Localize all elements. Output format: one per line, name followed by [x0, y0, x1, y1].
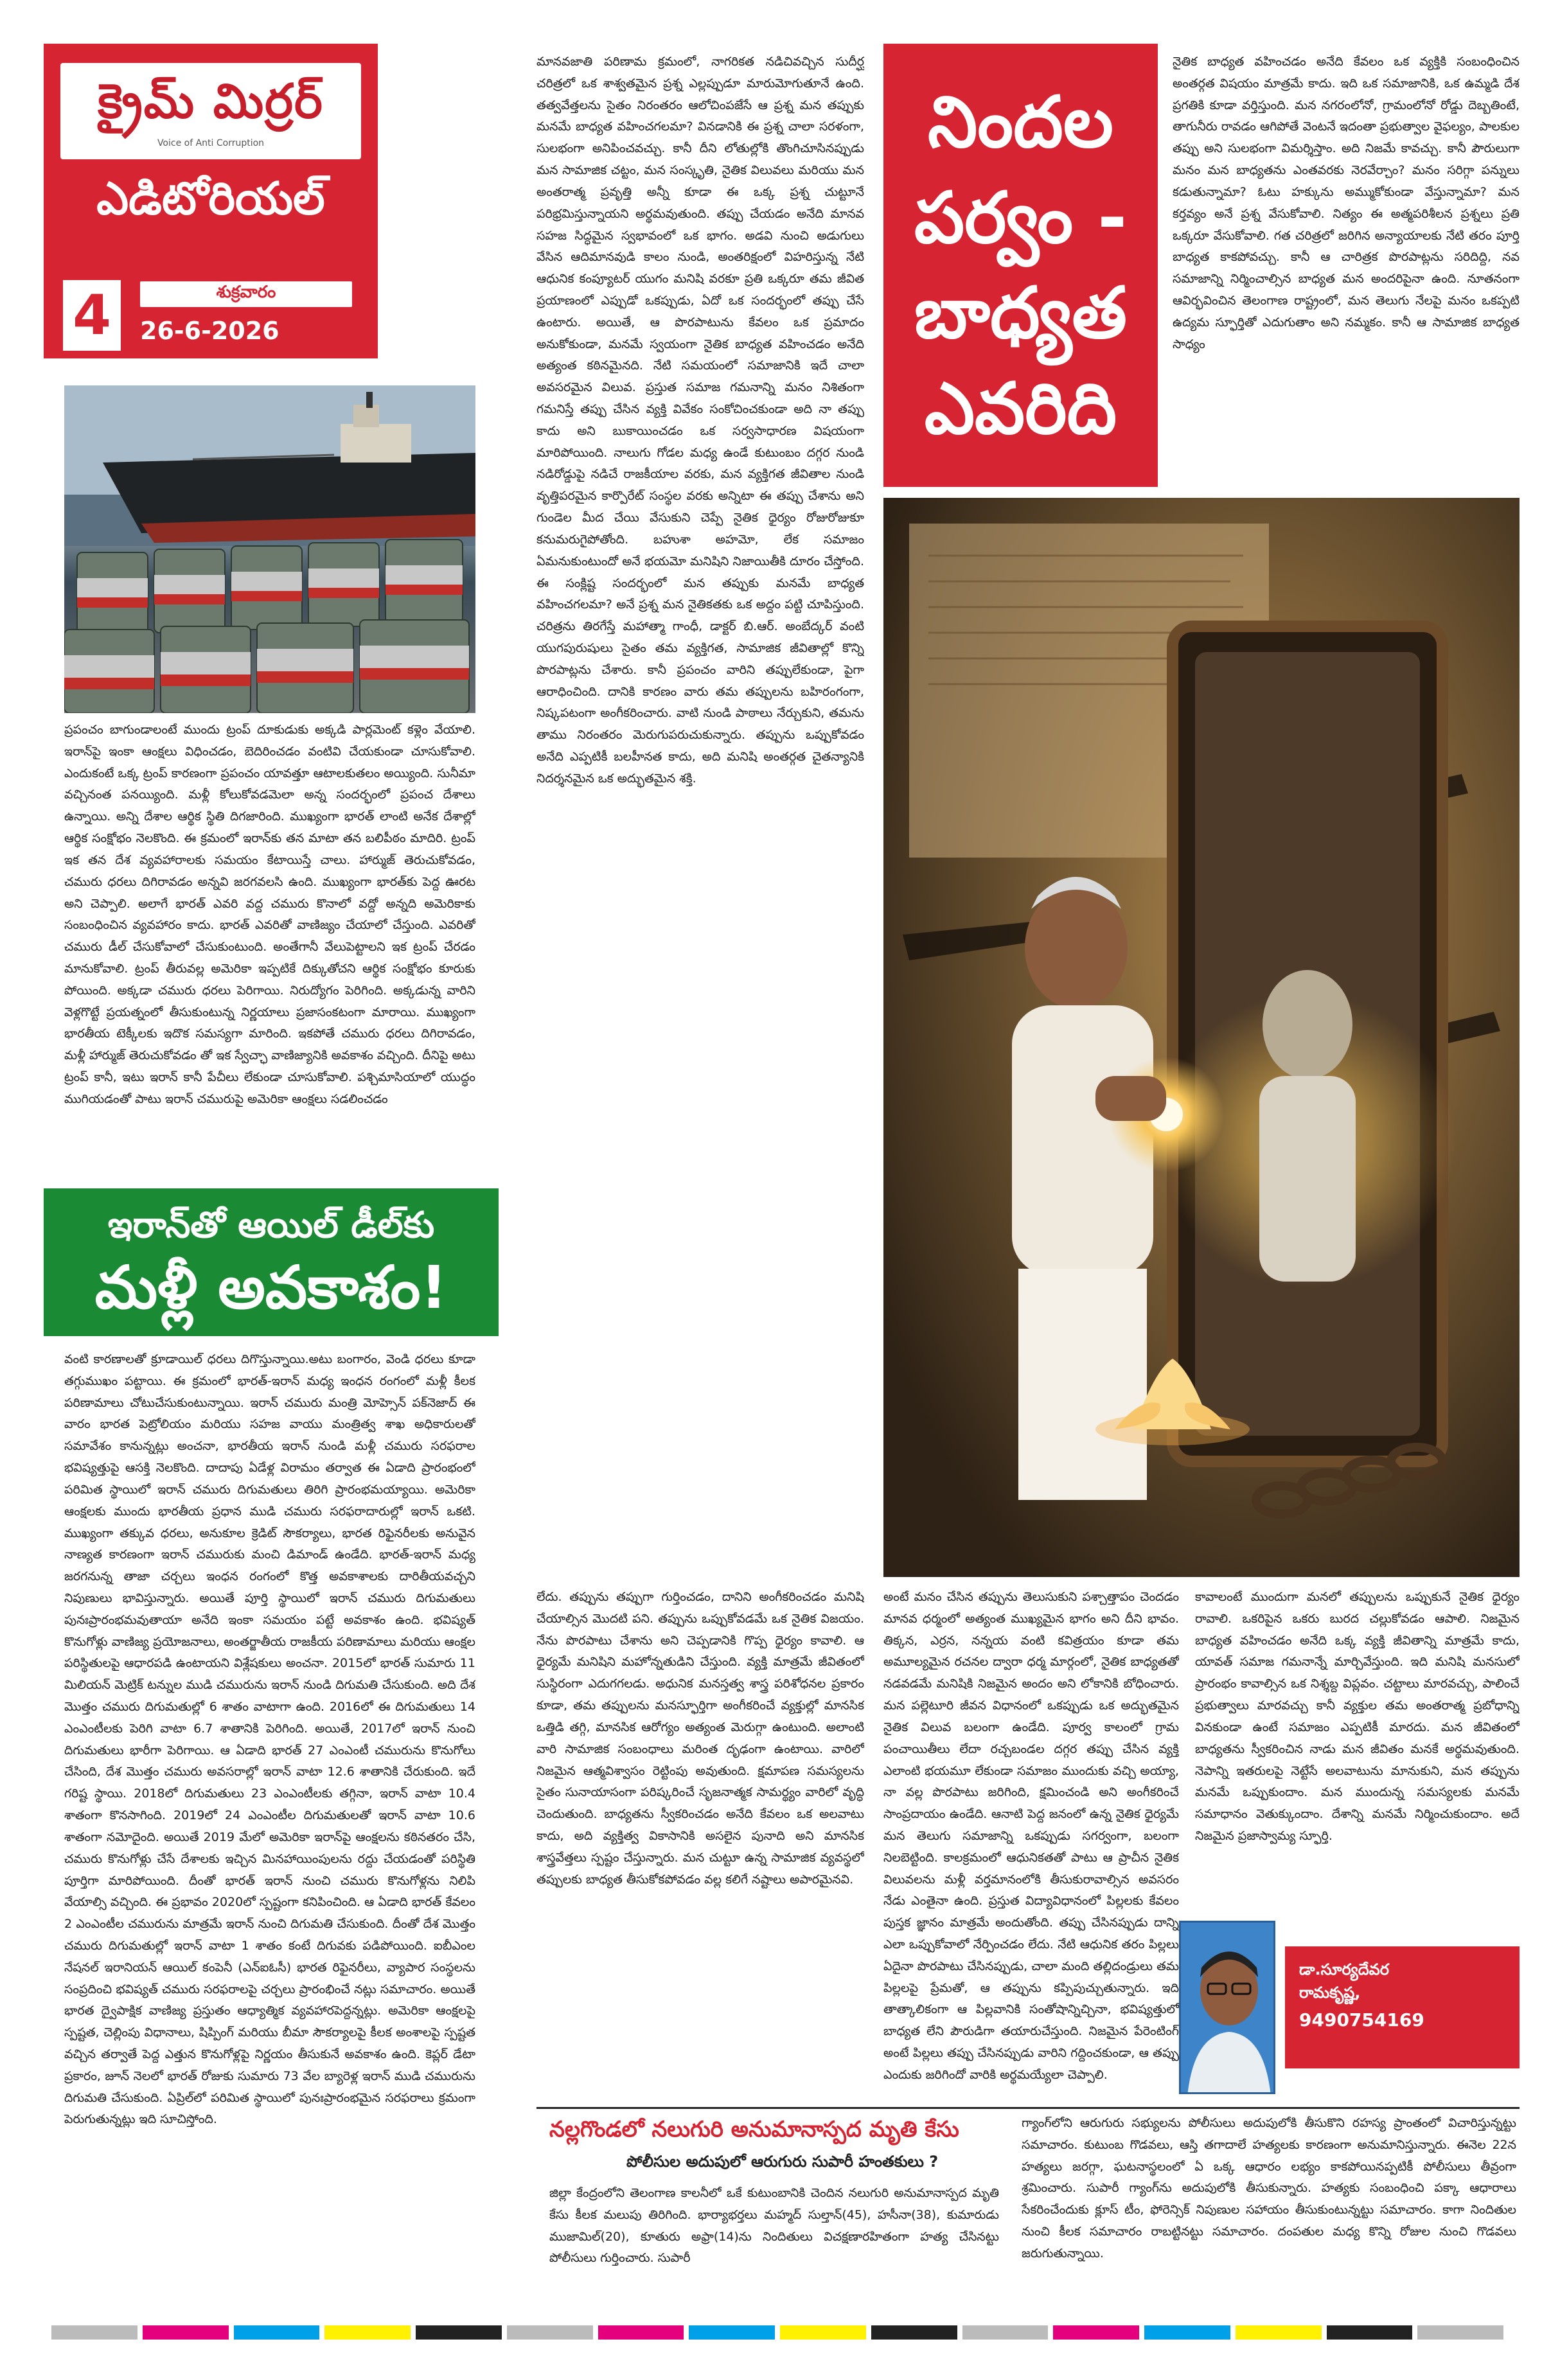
logo-text: క్రైమ్ మిర్రర్ [98, 74, 324, 129]
strip-segment [1327, 2325, 1413, 2340]
strip-segment [416, 2325, 502, 2340]
oil-headline-line-1: ఇరాన్‌తో ఆయిల్ డీల్‌కు [107, 1204, 435, 1246]
oil-article-body-bottom [64, 1349, 475, 2306]
headline-line: నిందల [928, 81, 1113, 163]
strip-segment [1053, 2325, 1139, 2340]
date-row [44, 269, 378, 358]
section-title: ఎడిటోరియల్ [96, 172, 325, 225]
news-subheadline: పోలీసుల అదుపులో ఆరుగురు సుపారీ హంతకులు ? [626, 2153, 939, 2171]
strip-segment [871, 2325, 957, 2340]
author-card [1285, 1946, 1520, 2068]
author-portrait-icon [1181, 1923, 1275, 2094]
masthead [44, 44, 378, 358]
main-article-paragraph: కావాలంటే ముందుగా మనలో తప్పులను ఒప్పుకునే నైతిక ధైర్యం రావాలి. ఒకరిపైన ఒకరు బురద చల్లుకోవడం ఆపాలి. నిజమైన బాధ్యత వహించడం అనేది ఒక్క వ్యక్తి జీవితాన్ని మాత్రమే కాదు, యావత్ సమాజ గమనాన్నే మార్చివేస్తుంది. ఇది మనిషి మనసులో ప్రారంభం కావాల్సిన ఒక నిశ్శబ్ద విప్లవం. చట్టాలు మారవచ్చు, పాలించే ప్రభుత్వాలు మారవచ్చు కానీ వ్యక్తుల తమ అంతరాత్మ ప్రబోధాన్ని వినకుండా ఉంటే సమాజం ఎప్పటికీ మారదు. మన జీవితంలో బాధ్యతను స్వీకరించిన నాడు మన జీవితం మనకే అర్థమవుతుంది. నెపాన్ని ఇతరులపై నెట్టేసే అలవాటును మానుకుని, మన తప్పును మనమే ఒప్పుకుందాం. మన ముందున్న సమస్యలకు మనమే సమాధానం వెతుక్కుందాం. దేశాన్ని మనమే నిర్మించుకుందాం. అదే నిజమైన ప్రజాస్వామ్య స్ఫూర్తి. [1195, 1590, 1520, 1843]
logo-tagline: Voice of Anti Corruption [157, 138, 265, 148]
main-article-headline [883, 44, 1158, 487]
strip-segment [1417, 2325, 1503, 2340]
headline-line: బాధ్యత [914, 272, 1127, 354]
author-phone: 9490754169 [1299, 2009, 1424, 2031]
strip-segment [507, 2325, 593, 2340]
main-article-paragraph: లేదు. తప్పును తప్పుగా గుర్తించడం, దానిని అంగీకరించడం మనిషి చేయాల్సిన మొదటి పని. తప్పును ఒప్పుకోవడమే ఒక నైతిక విజయం. నేను పొరపాటు చేశాను అని చెప్పడానికి గొప్ప ధైర్యం కావాలి. ఆ ధైర్యమే మనిషిని మహోన్నతుడిని చేస్తుంది. వ్యక్తి మాత్రమే జీవితంలో సుస్థిరంగా ఎదుగగలడు. అధునిక మనస్తత్వ శాస్త్ర పరిశోధనల ప్రకారం కూడా, తమ తప్పులను మనస్ఫూర్తిగా అంగీకరించే వ్యక్తుల్లో మానసిక ఒత్తిడి తగ్గి, మానసిక ఆరోగ్యం అత్యంత మెరుగ్గా ఉంటుంది. అలాంటి వారి సామాజిక సంబంధాలు మరింత దృఢంగా ఉంటాయి. వారిలో నిజమైన ఆత్మవిశ్వాసం రెట్టింపు అవుతుంది. క్షమాపణ సమస్యలను సైతం సునాయాసంగా పరిష్కరించే సృజనాత్మక సామర్థ్యం వారిలో వృద్ధి చెందుతుంది. బాధ్యతను స్వీకరించడం అనేది కేవలం ఒక అలవాటు కాదు, అది వ్యక్తిత్వ వికాసానికి అసలైన పునాది అని మానసిక శాస్త్రవేత్తలు స్పష్టం చేస్తున్నారు. మన చుట్టూ ఉన్న సామాజిక వ్యవస్థలో తప్పులకు బాధ్యత తీసుకోకపోవడం వల్ల కలిగే నష్టాలు అపారమైనవి. [536, 1590, 864, 1887]
main-article-column-c [536, 1587, 864, 2101]
page-number: 4 [63, 280, 121, 351]
ship-photo [64, 385, 475, 713]
main-article-paragraph: నైతిక బాధ్యత వహించడం అనేది కేవలం ఒక వ్యక్తికి సంబంధించిన అంతర్గత విషయం మాత్రమే కాదు. ఇది ఒక సమాజానికి, ఒక ఉమ్మడి దేశ ప్రగతికి కూడా వర్తిస్తుంది. మన నగరంలోనో, గ్రామంలోనో రోడ్డు దెబ్బతింటే, తాగునీరు రావడం ఆగిపోతే వెంటనే ఇదంతా ప్రభుత్వాల వైఫల్యం, పాలకుల తప్పు అని సులభంగా విమర్శిస్తాం. అది నిజమే కావచ్చు. కానీ పౌరులుగా మనం మన బాధ్యతను ఎంతవరకు నెరవేర్చాం? మనం సరిగ్గా పన్నులు కడుతున్నామా? ఓటు హక్కును అమ్ముకోకుండా వేస్తున్నామా? మన కర్తవ్యం అనే ప్రశ్న వేసుకోవాలి. నిత్యం ఈ అత్మపరిశీలన ప్రశ్నలు ప్రతి ఒక్కరూ వేసుకోవాలి. గత చరిత్రలో జరిగిన అన్యాయాలకు నేటి తరం పూర్తి బాధ్యత కాకపోవచ్చు. కానీ ఆ చారిత్రక పొరపాట్లను సరిదిద్ది, నవ సమాజాన్ని నిర్మించాల్సిన బాధ్యత మన అందరిపైనా ఉంది. నూతనంగా ఆవిర్భవించిన తెలంగాణ రాష్ట్రంలో, మన తెలుగు నేలపై మనం ఒకప్పటి ఉద్యమ స్ఫూర్తితో ఎదుగుతాం అని నమ్మకం. కానీ ఆ సామాజిక బాధ్యత సాధ్యం [1173, 55, 1520, 351]
author-box [1179, 1921, 1520, 2094]
strip-segment [1236, 2325, 1322, 2340]
strip-segment [1144, 2325, 1230, 2340]
strip-segment [234, 2325, 320, 2340]
author-name [1299, 1958, 1505, 2004]
strip-segment [324, 2325, 411, 2340]
strip-segment [962, 2325, 1049, 2340]
main-article-column-d [883, 1587, 1179, 2101]
oil-article-paragraph: వంటి కారణాలతో క్రూడాయిల్ ధరలు దిగొస్తున్నాయి.అటు బంగారం, వెండి ధరలు కూడా తగ్గుముఖం పట్టాయి. ఈ క్రమంలో భారత్-ఇరాన్ మధ్య ఇంధన రంగంలో మళ్లీ కీలక పరిణామాలు చోటుచేసుకుంటున్నాయి. ఇరాన్ చమురు మంత్రి మోహ్సెన్ పక్‌నెజాద్ ఈ వారం భారత పెట్రోలియం మరియు సహజ వాయు మంత్రిత్వ శాఖ అధికారులతో సమావేశం కానున్నట్లు అంచనా, భారతీయ ఇరాన్ నుండి మళ్లీ చమురు సరఫరాల భవిష్యత్తుపై ఆసక్తి నెలకొంది. దాదాపు ఏడేళ్ల విరామం తర్వాత ఈ ఏడాది ప్రారంభంలో పరిమిత స్థాయిలో ఇరాన్ చమురు దిగుమతులు తిరిగి ప్రారంభమయ్యాయి. అమెరికా ఆంక్షలకు ముందు భారతీయ ప్రధాన ముడి చమురు సరఫరాదారుల్లో ఇరాన్ ఒకటి. ముఖ్యంగా తక్కువ ధరలు, అనుకూల క్రెడిట్ సౌకర్యాలు, భారత రిఫైనరీలకు అనువైన నాణ్యత కారణంగా ఇరాన్ చమురుకు మంచి డిమాండ్ ఉండేది. భారత్-ఇరాన్ మధ్య జరగనున్న తాజా చర్చలు ఇంధన రంగంలో కొత్త అవకాశాలకు దారితీయవచ్చని నిపుణులు భావిస్తున్నారు. అయితే పూర్తి స్థాయిలో ఇరాన్ చమురు దిగుమతులు పునఃప్రారంభమవుతాయా అనేది ఇంకా సమయం పట్టే అవకాశం ఉంది. భవిష్యత్ కొనుగోళ్లు వాణిజ్య ప్రయోజనాలు, అంతర్జాతీయ రాజకీయ పరిణామాలు మరియు ఆంక్షల పరిస్థితులపై ఆధారపడి ఉంటాయని విశ్లేషకులు అంచనా. 2015లో భారత్ సుమారు 11 మిలియన్ మెట్రిక్ టన్నుల ముడి చమురును ఇరాన్ నుండి దిగుమతి చేసుకుంది. అది దేశ మొత్తం చమురు దిగుమతుల్లో 6 శాతం వాటాగా ఉంది. 2016లో ఈ దిగుమతులు 14 ఎంఎంటీలకు పెరిగి వాటా 6.7 శాతానికి పెరిగింది. అయితే, 2017లో ఇరాన్ నుంచి దిగుమతులు భారీగా పెరిగాయి. ఆ ఏడాది భారత్ 27 ఎంఎంటీ చమురును కొనుగోలు చేసింది, దేశ మొత్తం చమురు అవసరాల్లో ఇరాన్ వాటా 12.6 శాతానికి చేరుకుంది. ఇదే గరిష్ట స్థాయి. 2018లో దిగుమతులు 23 ఎంఎంటీలకు తగ్గినా, ఇరాన్ వాటా 10.4 శాతంగా కొనసాగింది. 2019లో 24 ఎంఎంటీల దిగుమతులతో ఇరాన్ వాటా 10.6 శాతంగా నమోదైంది. అయితే 2019 మేలో అమెరికా ఇరాన్‌పై ఆంక్షలను కఠినతరం చేసి, చమురు కొనుగోళ్లు చేసే దేశాలకు ఇచ్చిన మినహాయింపులను రద్దు చేయడంతో పరిస్థితి పూర్తిగా మారిపోయింది. దీంతో భారత్ ఇరాన్ నుంచి చమురు కొనుగోళ్లను నిలిపి వేయాల్సి వచ్చింది. ఈ ప్రభావం 2020లో స్పష్టంగా కనిపించింది. ఆ ఏడాది భారత్ కేవలం 2 ఎంఎంటీల చమురును మాత్రమే ఇరాన్ నుంచి దిగుమతి చేసుకుంది. దీంతో దేశ మొత్తం చమురు దిగుమతుల్లో ఇరాన్ వాటా 1 శాతం కంటే దిగువకు పడిపోయింది. ఐబీఎంల నేషనల్ ఇరానియన్ ఆయిల్ కంపెనీ (ఎన్ఐఓసీ) భారత రిఫైనరీలు, వ్యాపార సంస్థలను సంప్రదించి భవిష్యత్ చమురు సరఫరాలపై చర్చలు ప్రారంభించే నట్లు సమాచారం. అయితే భారత ద్వైపాక్షిక వాణిజ్య ప్రస్తుతం ఆధ్యాత్మిక వ్యవహారపెద్దన్నట్లు. అమెరికా ఆంక్షలపై స్పష్టత, చెల్లింపు విధానాలు, షిప్పింగ్ మరియు బీమా సౌకర్యాలపై కీలక అంశాలపై స్పష్టత వచ్చిన తర్వాతే పెద్ద ఎత్తున కొనుగోళ్లపై నిర్ణయం తీసుకునే అవకాశం ఉంది. కెప్లర్ డేటా ప్రకారం, జూన్ నెలలో భారత్ రోజుకు సుమారు 73 వేల బ్యారెళ్ల ఇరాన్ ముడి చమురును దిగుమతి చేసుకుంది. ఏప్రిల్‌లో పరిమిత స్థాయిలో పునఃప్రారంభమైన సరఫరాలు క్రమంగా పెరుగుతున్నట్లు ఇది సూచిస్తోంది. [64, 1352, 475, 2127]
strip-segment [689, 2325, 775, 2340]
mirror-illustration [883, 498, 1520, 1577]
news-column-1 [549, 2183, 999, 2298]
print-color-strip [51, 2325, 1503, 2340]
main-article-column-a [536, 51, 864, 1577]
news-paragraph: జిల్లా కేంద్రంలోని తెలంగాణ కాలనీలో ఒకే కుటుంబానికి చెందిన నలుగురి అనుమానాస్పద మృతి కేసు కీలక మలుపు తిరిగింది. భార్యాభర్తలు మహ్మద్ సుల్తాన్(45), హసీనా(38), కుమారుడు ముజామిల్(20), కూతురు అఫ్రా(14)ను నిందితులు విచక్షణారహితంగా హత్య చేసినట్టు పోలీసులు గుర్తించారు. సుపారీ [549, 2186, 999, 2266]
main-article-column-b [1173, 51, 1520, 488]
strip-segment [598, 2325, 684, 2340]
news-box [536, 2107, 1520, 2300]
weekday: శుక్రవారం [140, 281, 352, 307]
main-article-paragraph: మానవజాతి పరిణామ క్రమంలో, నాగరికత నడిచివచ్చిన సుదీర్ఘ చరిత్రలో ఒక శాశ్వతమైన ప్రశ్న ఎల్లప్పుడూ మారుమోగుతూనే ఉంది. తత్వవేత్తలను సైతం నిరంతరం ఆలోచింపజేసే ఆ ప్రశ్న మన తప్పుకు మనమే బాధ్యత వహించగలమా? వినడానికి ఈ ప్రశ్న చాలా సరళంగా, సులభంగా అనిపించవచ్చు. కానీ దీని లోతుల్లోకి తొంగిచూసినప్పుడు మన సామాజిక చట్టం, మన సంస్కృతి, నైతిక విలువలు మరియు మన అంతరాత్మ ప్రవృత్తి అన్నీ కూడా ఈ ఒక్క ప్రశ్న చుట్టూనే పరిభ్రమిస్తున్నాయని అర్థమవుతుంది. తప్పు చేయడం అనేది మానవ సహజ సిద్ధమైన స్వభావంలో ఒక భాగం. అడవి నుంచి అడుగులు వేసిన ఆదిమానవుడి కాలం నుండి, అంతరిక్షంలో విహరిస్తున్న నేటి ఆధునిక కంప్యూటర్ యుగం మనిషి వరకూ ప్రతి ఒక్కరూ తమ జీవిత ప్రయాణంలో ఎప్పుడో ఒకప్పుడు, ఏదో ఒక సందర్భంలో తప్పు చేసే ఉంటారు. అయితే, ఆ పొరపాటును కేవలం ఒక ప్రమాదం అనుకోకుండా, మనమే స్వయంగా నైతిక బాధ్యత వహించడం అనేది అత్యంత కఠినమైనది. నేటి సమయంలో సమాజానికి ఇదే చాలా అవసరమైన విలువ. ప్రస్తుత సమాజ గమనాన్ని మనం నిశితంగా గమనిస్తే తప్పు చేసిన వ్యక్తి వివేకం సంకోచించకుండా అది నా తప్పు కాదు అని బుకాయించడం ఒక సర్వసాధారణ విషయంగా మారిపోయింది. నాలుగు గోడల మధ్య ఉండే కుటుంబం దగ్గర నుండి నడిరోడ్డుపై నడిచే రాజకీయాల వరకు, మన వ్యక్తిగత జీవితాల నుండి వృత్తిపరమైన కార్పొరేట్ సంస్థల వరకు అన్నిటా ఈ తప్పు చేశాను అని గుండెల మీద చేయి వేసుకుని చెప్పే నైతిక ధైర్యం రోజురోజుకూ కనుమరుగైపోతోంది. బహుశా అహమో, లేక సమాజం ఏమనుకుంటుందో అనే భయమో మనిషిని నిజాయితీకి దూరం చేస్తోంది. ఈ సంక్లిష్ట సందర్భంలో మన తప్పుకు మనమే బాధ్యత వహించగలమా? అనే ప్రశ్న మన నైతికతకు ఒక అద్దం పట్టి చూపిస్తుంది. చరిత్రను తిరగేస్తే మహాత్మా గాంధీ, డాక్టర్ బి.ఆర్. అంబేద్కర్ వంటి యుగపురుషులు సైతం తమ వ్యక్తిగత, సామాజిక జీవితాల్లో కొన్ని పొరపాట్లను చేశారు. కానీ ప్రపంచం వారిని తప్పులేకుండా, పైగా ఆరాధించింది. దానికి కారణం వారు తమ తప్పులను బహిరంగంగా, నిష్కపటంగా అంగీకరించారు. వాటి నుండి పాఠాలు నేర్చుకుని, తమను తాము నిరంతరం మెరుగుపరుచుకున్నారు. తప్పును ఒప్పుకోవడం అనేది ఎప్పటికీ బలహీనత కాదు, అది మనిషి అంతర్గత చైతన్యానికి నిదర్శనమైన ఒక అద్భుతమైన శక్తి. [536, 55, 864, 786]
author-name-line-2: రామకృష్ణ, [1299, 1984, 1361, 2002]
issue-date: 26-6-2026 [140, 317, 279, 345]
strip-segment [780, 2325, 866, 2340]
news-column-2 [1022, 2113, 1516, 2299]
headline-line: పర్వం - [914, 176, 1128, 259]
strip-segment [51, 2325, 137, 2340]
oil-article-paragraph: ప్రపంచం బాగుండాలంటే ముందు ట్రంప్ దూకుడుకు అక్కడి పార్లమెంట్ కళ్లెం వేయాలి. ఇరాన్‌పై ఇంకా ఆంక్షలు విధించడం, బెదిరించడం వంటివి చేయకుండా చూసుకోవాలి. ఎందుకంటే ఒక్క ట్రంప్ కారణంగా ప్రపంచం యావత్తూ ఆటాలకుతలం అయ్యింది. సునీమా వచ్చినంత పనయ్యింది. మళ్లీ కోలుకోవడమెలా అన్న సందర్భంలో ప్రపంచ దేశాలు ఉన్నాయి. అన్ని దేశాల ఆర్థిక స్థితి దిగజారింది. ముఖ్యంగా భారత్ లాంటి అనేక దేశాల్లో ఆర్థిక సంక్షోభం నెలకొంది. ఈ క్రమంలో ఇరాన్‌కు తన మాటా తన బలిపీఠం మాదిరి. ట్రంప్ ఇక తన దేశ వ్యవహారాలకు సమయం కేటాయిస్తే చాలు. హార్ముజ్ తెరుచుకోవడం, చమురు ధరలు దిగిరావడం అన్నవి జరగవలసి ఉంది. ముఖ్యంగా భారత్‌కు పెద్ద ఊరట అని చెప్పాలి. అలాగే భారత్ ఎవరి వద్ద చమురు కొనాలో వద్దో అన్నది అమెరికాకు సంబంధించిన వ్యవహారం కాదు. భారత్ ఎవరితో వాణిజ్యం చేయాలో చేస్తుంది. ఎవరితో చమురు డీల్ చేసుకోవాలో చేసుకుంటుంది. అంతేగానీ వేలుపెట్టాలని ఇక ట్రంప్ చేరడం మానుకోవాలి. ట్రంప్ తీరువల్ల అమెరికా ఇప్పటికే దిక్కుతోచని ఆర్థిక సంక్షోభం కూరుకు పోయింది. అక్కడా చమురు ధరలు పెరిగాయి. నిరుద్యోగం పెరిగింది. అక్కడున్న వారిని వెళ్లగొట్టే ప్రయత్నంలో తీసుకుంటున్న నిర్ణయాలు ప్రజాసంకటంగా మారాయి. ముఖ్యంగా భారతీయ టెక్కీలకు ఇదొక సమస్యగా మారింది. ఇకపోతే చమురు ధరలు దిగిరావడం, మళ్లీ హార్ముజ్ తెరుచుకోవడం తో ఇక స్వేచ్ఛా వాణిజ్యానికి అవకాశం వచ్చింది. దీనిపై అటు ట్రంప్ కానీ, ఇటు ఇరాన్ కానీ పేచీలు లేకుండా చూసుకోవాలి. పశ్చిమాసియాలో యుద్ధం ముగియడంతో పాటు ఇరాన్ చమురుపై అమెరికా ఆంక్షలు సడలించడం [64, 723, 475, 1106]
mirror-illustration-art [883, 498, 1520, 1577]
main-article-paragraph: అంటే మనం చేసిన తప్పును తెలుసుకుని పశ్చాత్తాపం చెందడం మానవ ధర్మంలో అత్యంత ముఖ్యమైన భాగం అని దీని భావం. తిక్కన, ఎర్రన, నన్నయ వంటి కవిత్రయం కూడా తమ అమూల్యమైన రచనల ద్వారా ధర్మ మార్గంలో, నైతిక బాధ్యతతో నడవడమే మనిషికి నిజమైన అందం అని లోకానికి బోధించారు. మన పల్లెటూరి జీవన విధానంలో ఒకప్పుడు ఒక అద్భుతమైన నైతిక విలువ బలంగా ఉండేది. పూర్వ కాలంలో గ్రామ పంచాయితీలు లేదా రచ్చబండల దగ్గర తప్పు చేసిన వ్యక్తి ఎలాంటి భయమూ లేకుండా సమాజం ముందుకు వచ్చి అయ్యా, నా వల్ల పొరపాటు జరిగింది, క్షమించండి అని అంగీకరించే సాంప్రదాయం ఉండేది. ఆనాటి పెద్ద జనంలో ఉన్న నైతిక ధైర్యమే మన తెలుగు సమాజాన్ని ఒకప్పుడు సగర్వంగా, బలంగా నిలబెట్టింది. కాలక్రమంలో ఆధునికతతో పాటు ఆ ప్రాచీన నైతిక విలువలను మళ్లీ వర్తమానంలోకి తీసుకురావాల్సిన అవసరం నేడు ఎంతైనా ఉంది. ప్రస్తుత విద్యావిధానంలో పిల్లలకు కేవలం పుస్తక జ్ఞానం మాత్రమే అందుతోంది. తప్పు చేసినప్పుడు దాన్ని ఎలా ఒప్పుకోవాలో నేర్పించడం లేదు. నేటి ఆధునిక తరం పిల్లలు ఏదైనా పొరపాటు చేసినప్పుడు, చాలా మంది తల్లిదండ్రులు తమ పిల్లలపై ప్రేమతో, ఆ తప్పును కప్పిపుచ్చుతున్నారు. ఇది తాత్కాలికంగా ఆ పిల్లవానికి సంతోషాన్నిచ్చినా, భవిష్యత్తులో బాధ్యత లేని పౌరుడిగా తయారుచేస్తుంది. నిజమైన పేరెంటింగ్ అంటే పిల్లలు తప్పు చేసినప్పుడు వారిని గద్దించకుండా, ఆ తప్పు ఎందుకు జరిగిందో వారికి అర్థమయ్యేలా చెప్పాలి. [883, 1590, 1179, 2082]
headline-line: ఎవరిది [924, 367, 1117, 450]
oil-headline-line-2: మళ్లీ అవకాశం! [94, 1253, 448, 1322]
logo [60, 63, 361, 159]
oil-article-body-top [64, 719, 475, 1182]
oil-article-headline [44, 1188, 499, 1336]
strip-segment [143, 2325, 229, 2340]
news-paragraph: గ్యాంగ్‌లోని ఆరుగురు సభ్యులను పోలీసులు అదుపులోకి తీసుకొని రహస్య ప్రాంతంలో విచారిస్తున్నట్టు సమాచారం. కుటుంబ గొడవలు, ఆస్తి తగాదాలే హత్యలకు కారణంగా అనుమానిస్తున్నారు. ఈనెల 22న హత్యలు జరగ్గా, ఘటనాస్థలంలో ఏ ఒక్క ఆధారం లభ్యం కాకపోయినప్పటికీ పోలీసులు తీవ్రంగా శ్రమించారు. సుపారీ గ్యాంగ్‌ను అదుపులోకి తీసుకున్నారు. హత్యకు సంబంధించి పక్కా ఆధారాలు సేకరించేందుకు క్లూస్ టీం, ఫోరెన్సిక్ నిపుణుల సహాయం తీసుకుంటున్నట్టు సమాచారం. కాగా నిందితుల నుంచి కీలక సమాచారం రాబట్టినట్టు సమాచారం. దంపతుల మధ్య కొన్ని రోజుల నుంచి గొడవలు జరుగుతున్నాయి. [1022, 2116, 1516, 2261]
main-article-column-e [1195, 1587, 1520, 1911]
author-portrait [1179, 1921, 1275, 2094]
news-headline: నల్లగొండలో నలుగురి అనుమానాస్పద మృతి కేసు [549, 2117, 959, 2142]
author-name-line-1: డా.సూర్యదేవర [1299, 1961, 1389, 1979]
oil-barrels [64, 385, 475, 713]
